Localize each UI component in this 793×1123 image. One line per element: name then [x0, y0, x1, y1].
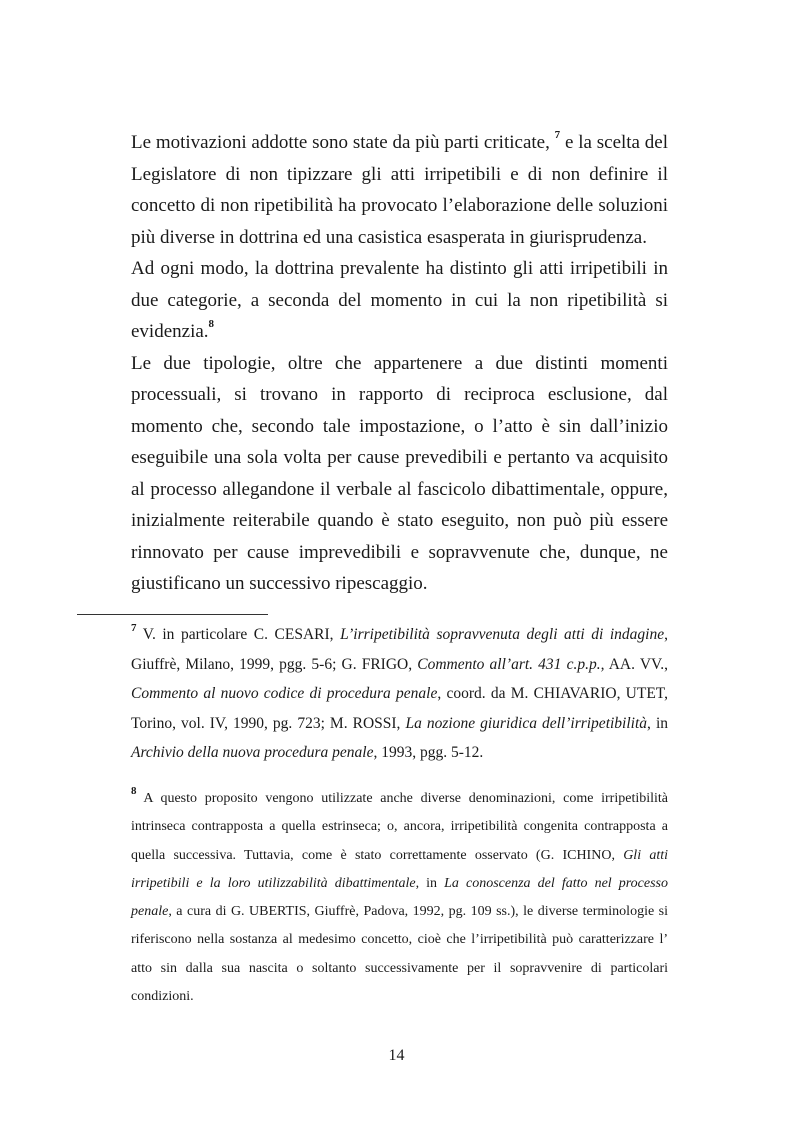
- footnote-title: La conoscenza del fatto nel processo penale: [131, 875, 669, 920]
- footnote-text: , in: [415, 875, 445, 891]
- paragraph-text: Le motivazioni addotte sono state da più parti criticate,: [131, 132, 550, 153]
- main-text: [131, 127, 668, 600]
- footnote-text: , Giuffrè, Milano, 1999, pgg. 5-6; G. FRIGO,: [131, 626, 668, 673]
- footnote-title: Gli atti irripetibili e la loro utilizzabilità dibattimentale: [131, 847, 668, 891]
- footnote-ref-7[interactable]: 7: [554, 128, 561, 141]
- footnote-7: [131, 620, 668, 768]
- footnote-ref-8[interactable]: 8: [208, 317, 215, 330]
- footnote-text: , a cura di G. UBERTIS, Giuffrè, Padova, 1992, pg. 109 ss.), le diverse terminologie si riferiscono nella sostanza al medesimo concetto, cioè che l’irripetibilità può caratterizzare l’ atto sin dalla sua nascita o soltanto successivamente per il sopravvenire di particolari condizioni.: [131, 904, 668, 1005]
- footnote-text: , in: [647, 714, 668, 732]
- paragraph-text: e la scelta del Legislatore di non tipizzare gli atti irripetibili e di non definire il concetto di non ripetibilità ha provocato l’elaborazione delle soluzioni più diverse in dottrina ed una casistica esasperata in giurisprudenza.: [131, 132, 669, 248]
- footnote-text: AA. VV.,: [604, 655, 668, 673]
- footnote-number: 7: [131, 621, 137, 634]
- paragraph-text: Ad ogni modo, la dottrina prevalente ha distinto gli atti irripetibili in due categorie, a seconda del momento in cui la non ripetibilità si evidenzia.: [131, 258, 668, 342]
- footnote-text: A questo proposito vengono utilizzate anche diverse denominazioni, come irripetibilità intrinseca contrapposta a quella estrinseca; o, ancora, irripetibilità congenita contrapposta a quella successiva. Tuttavia, come è stato correttamente osservato (G. ICHINO,: [131, 791, 668, 863]
- footnote-separator: [77, 614, 268, 615]
- paragraph-text: Le due tipologie, oltre che appartenere a due distinti momenti processuali, si trovano in rapporto di reciproca esclusione, dal momento che, secondo tale impostazione, o l’atto è sin dall’inizio eseguibile una sola volta per cause prevedibili e pertanto va acquisito al processo allegandone il verbale al fascicolo dibattimentale, oppure, inizialmente reiterabile quando è stato eseguito, non può più essere rinnovato per cause imprevedibili e sopravvenute che, dunque, ne giustificano un successivo ripescaggio.: [131, 352, 668, 594]
- footnote-title: Commento al nuovo codice di procedura penale: [131, 685, 438, 702]
- paragraph-1: [131, 127, 668, 253]
- footnote-text: V. in particolare C. CESARI,: [136, 626, 341, 643]
- footnote-title: Commento all’art. 431 c.p.p.,: [417, 655, 605, 673]
- paragraph-3: [131, 348, 668, 600]
- footnote-title: La nozione giuridica dell’irripetibilità: [405, 714, 648, 732]
- footnote-number: 8: [131, 785, 137, 798]
- footnote-8: [131, 785, 668, 1011]
- paragraph-2: [131, 253, 668, 348]
- footnote-title: L’irripetibilità sopravvenuta degli atti di indagine: [340, 626, 665, 643]
- page-number: 14: [388, 1047, 405, 1064]
- footnote-title: Archivio della nuova procedura penale: [131, 744, 374, 761]
- footnote-text: , coord. da M. CHIAVARIO, UTET, Torino, vol. IV, 1990, pg. 723; M. ROSSI,: [131, 685, 668, 732]
- footnote-text: , 1993, pgg. 5-12.: [373, 744, 484, 761]
